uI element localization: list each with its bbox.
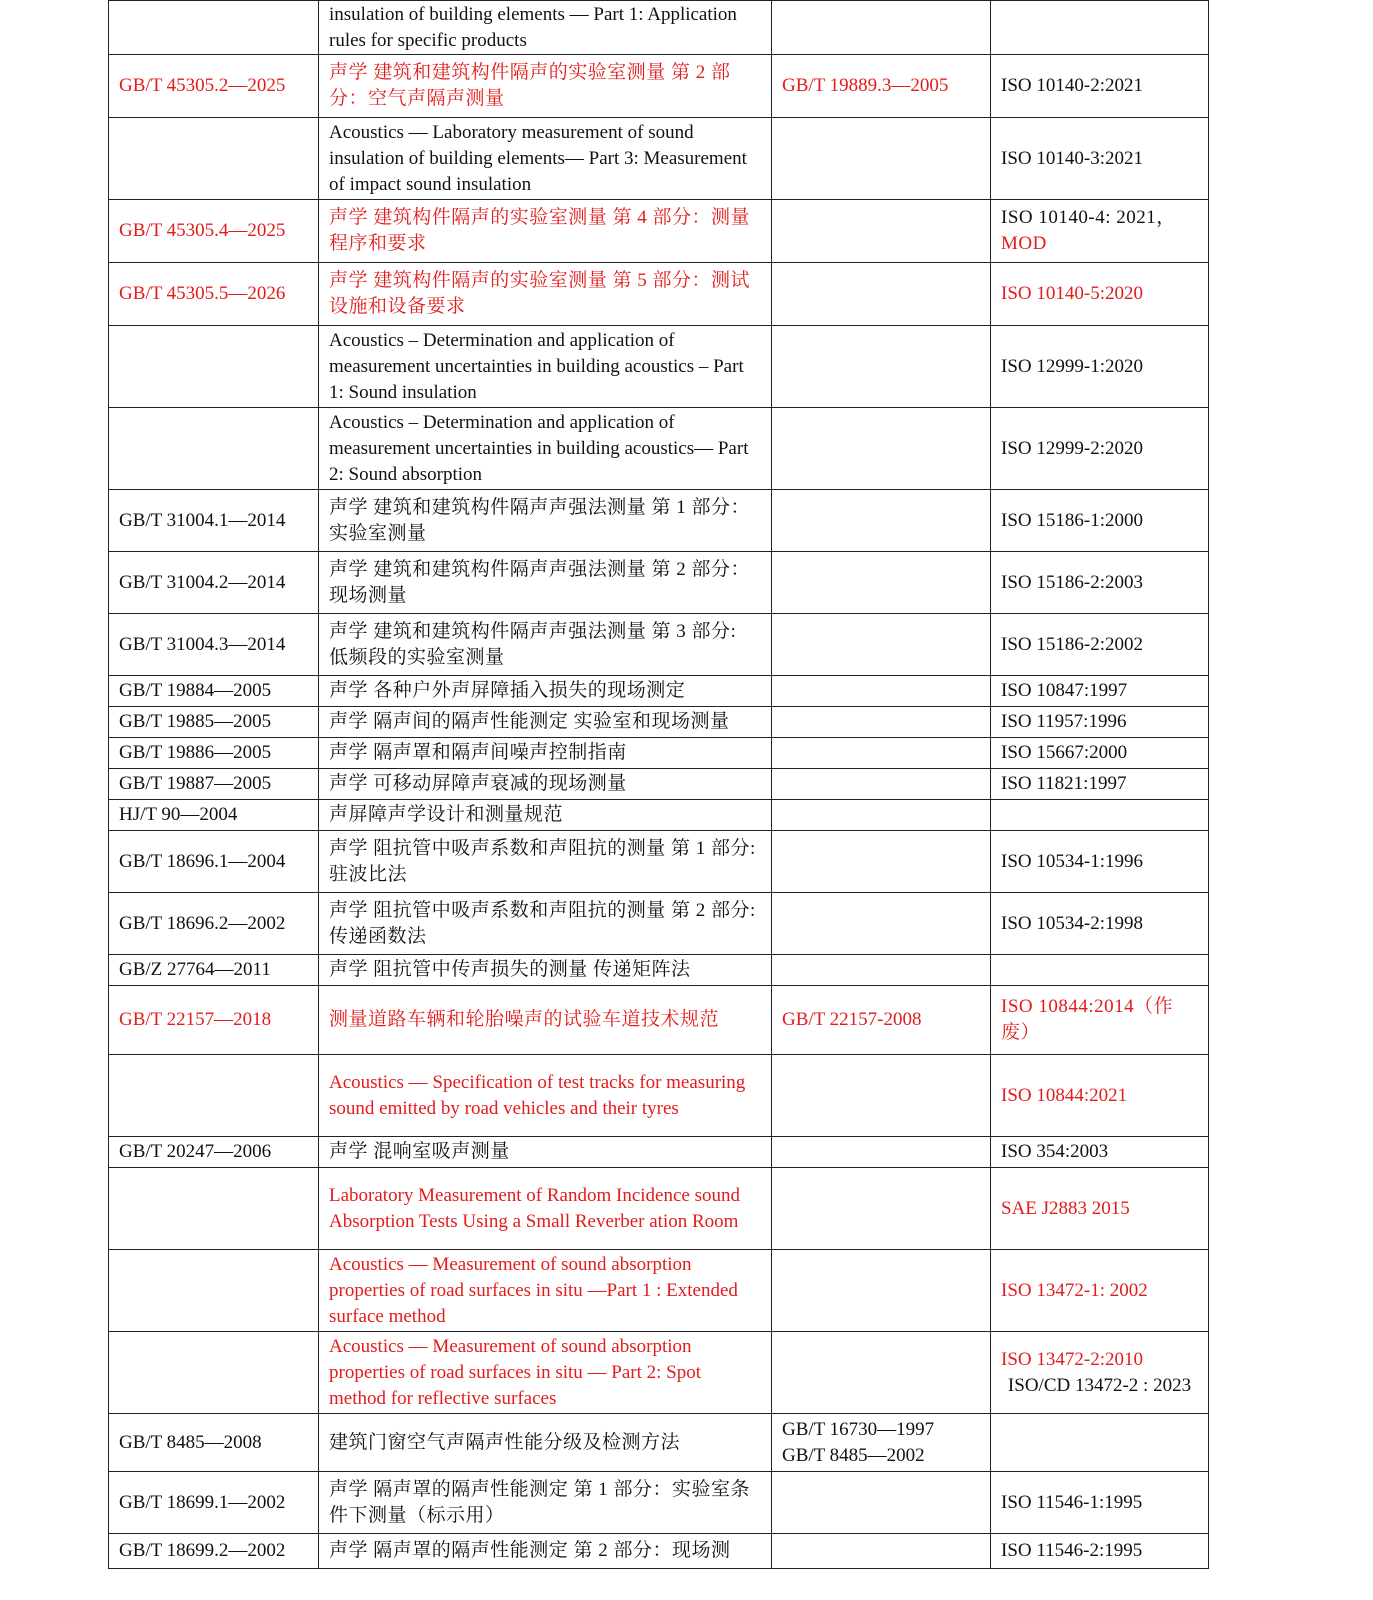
standard-number-cell — [109, 490, 319, 552]
standard-number-cell — [109, 1137, 319, 1168]
standard-number-cell — [109, 614, 319, 676]
standard-title-text: 声学 阻抗管中吸声系数和声阻抗的测量 第 1 部分:驻波比法 — [329, 837, 756, 885]
standard-title-cell — [319, 1332, 772, 1414]
iso-equivalent-cell — [991, 552, 1209, 614]
standard-title-text: 声学 混响室吸声测量 — [329, 1141, 510, 1162]
table-row — [109, 263, 1209, 326]
iso-equivalent-cell — [991, 1250, 1209, 1332]
iso-equivalent-cell — [991, 769, 1209, 800]
iso-equivalent-text: ISO 10140-3:2021 — [1001, 147, 1143, 169]
standard-number-cell — [109, 893, 319, 955]
standard-number-cell — [109, 955, 319, 986]
table-row — [109, 614, 1209, 676]
replaced-standard-cell — [772, 1055, 991, 1137]
standard-number-cell — [109, 552, 319, 614]
table-row — [109, 986, 1209, 1055]
standard-title-cell — [319, 614, 772, 676]
standard-title-text: insulation of building elements — Part 1: Application rules for specific products — [329, 3, 737, 51]
iso-equivalent-text: ISO 15186-2:2003 — [1001, 571, 1143, 593]
standard-title-text: 声学 隔声间的隔声性能测定 实验室和现场测量 — [329, 711, 730, 732]
standard-title-cell — [319, 490, 772, 552]
iso-equivalent-text: ISO 11821:1997 — [1001, 773, 1127, 794]
table-row — [109, 1250, 1209, 1332]
standard-number-text: GB/Z 27764—2011 — [119, 959, 271, 980]
iso-equivalent-text: ISO 13472-1: 2002 — [1001, 1279, 1148, 1301]
replaced-standard-cell — [772, 955, 991, 986]
standard-number-text: GB/T 22157—2018 — [119, 1009, 272, 1030]
table-row — [109, 955, 1209, 986]
replaced-standard-cell — [772, 707, 991, 738]
table-row — [109, 707, 1209, 738]
iso-equivalent-text-second: MOD — [1001, 233, 1047, 254]
replaced-standard-cell — [772, 408, 991, 490]
standard-number-text: GB/T 45305.5—2026 — [119, 283, 286, 304]
iso-equivalent-text: ISO 15667:2000 — [1001, 742, 1128, 763]
iso-equivalent-text: ISO 12999-2:2020 — [1001, 437, 1143, 459]
standard-title-cell — [319, 1055, 772, 1137]
table-row — [109, 326, 1209, 408]
standard-number-text: HJ/T 90—2004 — [119, 804, 238, 825]
replaced-standard-text-second: GB/T 8485—2002 — [782, 1444, 925, 1466]
iso-equivalent-cell — [991, 614, 1209, 676]
iso-equivalent-text: ISO 11957:1996 — [1001, 711, 1127, 732]
standard-title-text: 声学 建筑构件隔声的实验室测量 第 4 部分：测量程序和要求 — [329, 207, 751, 254]
iso-equivalent-text: ISO 12999-1:2020 — [1001, 355, 1143, 377]
table-row — [109, 1137, 1209, 1168]
iso-equivalent-cell — [991, 893, 1209, 955]
iso-equivalent-cell — [991, 408, 1209, 490]
replaced-standard-cell — [772, 1534, 991, 1569]
standard-number-cell — [109, 676, 319, 707]
table-row — [109, 118, 1209, 200]
standard-title-cell — [319, 326, 772, 408]
standard-title-cell — [319, 738, 772, 769]
standard-title-text: 声屏障声学设计和测量规范 — [329, 804, 564, 825]
standard-number-text: GB/T 45305.2—2025 — [119, 75, 286, 96]
standard-number-text: GB/T 45305.4—2025 — [119, 220, 286, 241]
standards-table — [108, 0, 1209, 1569]
standards-table-body — [109, 1, 1209, 1569]
replaced-standard-cell — [772, 738, 991, 769]
iso-equivalent-cell — [991, 200, 1209, 263]
standard-title-cell — [319, 986, 772, 1055]
standard-title-cell — [319, 769, 772, 800]
table-row — [109, 55, 1209, 118]
standard-title-text: 声学 建筑和建筑构件隔声的实验室测量 第 2 部分：空气声隔声测量 — [329, 62, 731, 109]
replaced-standard-cell — [772, 118, 991, 200]
replaced-standard-text: GB/T 19889.3—2005 — [782, 75, 949, 96]
iso-equivalent-text: ISO 10534-2:1998 — [1001, 912, 1143, 934]
standard-title-text: 声学 隔声罩和隔声间噪声控制指南 — [329, 742, 627, 763]
standard-title-cell — [319, 408, 772, 490]
iso-equivalent-cell — [991, 831, 1209, 893]
table-row — [109, 893, 1209, 955]
standard-number-text: GB/T 31004.3—2014 — [119, 633, 286, 655]
standard-title-text: 声学 阻抗管中传声损失的测量 传递矩阵法 — [329, 959, 691, 980]
standard-number-cell — [109, 1250, 319, 1332]
iso-equivalent-text: ISO 10847:1997 — [1001, 680, 1128, 701]
table-row — [109, 800, 1209, 831]
standard-title-text: 声学 建筑和建筑构件隔声声强法测量 第 2 部分：现场测量 — [329, 558, 751, 606]
iso-equivalent-cell — [991, 1332, 1209, 1414]
iso-equivalent-text: ISO 15186-1:2000 — [1001, 509, 1143, 531]
iso-equivalent-text: SAE J2883 2015 — [1001, 1197, 1130, 1219]
iso-equivalent-cell — [991, 707, 1209, 738]
standard-number-cell — [109, 1, 319, 55]
iso-equivalent-text: ISO 15186-2:2002 — [1001, 633, 1143, 655]
iso-equivalent-text: ISO 13472-2:2010 — [1001, 1348, 1143, 1370]
standard-title-text: Acoustics — Measurement of sound absorption properties of road surfaces in situ —Part 1 : Extended surface method — [329, 1253, 738, 1327]
standard-number-cell — [109, 55, 319, 118]
replaced-standard-cell — [772, 800, 991, 831]
standard-title-text: 声学 隔声罩的隔声性能测定 第 2 部分：现场测 — [329, 1540, 731, 1561]
standard-title-cell — [319, 118, 772, 200]
standard-title-cell — [319, 1250, 772, 1332]
standard-title-cell — [319, 1414, 772, 1472]
standard-title-cell — [319, 1534, 772, 1569]
standard-title-text: 声学 可移动屏障声衰减的现场测量 — [329, 773, 627, 794]
iso-equivalent-cell — [991, 490, 1209, 552]
standard-title-cell — [319, 200, 772, 263]
standard-title-cell — [319, 552, 772, 614]
standard-number-text: GB/T 19885—2005 — [119, 711, 272, 732]
replaced-standard-cell — [772, 490, 991, 552]
standard-number-text: GB/T 18699.2—2002 — [119, 1540, 286, 1561]
standard-number-cell — [109, 1534, 319, 1569]
iso-equivalent-text: ISO 10140-5:2020 — [1001, 283, 1143, 304]
table-row — [109, 738, 1209, 769]
standard-number-text: GB/T 31004.1—2014 — [119, 509, 286, 531]
replaced-standard-cell — [772, 1137, 991, 1168]
iso-equivalent-text: ISO 354:2003 — [1001, 1141, 1109, 1162]
replaced-standard-cell — [772, 1168, 991, 1250]
replaced-standard-cell — [772, 1250, 991, 1332]
standard-title-text: 声学 建筑构件隔声的实验室测量 第 5 部分：测试设施和设备要求 — [329, 270, 751, 317]
replaced-standard-cell — [772, 893, 991, 955]
standard-title-text: 测量道路车辆和轮胎噪声的试验车道技术规范 — [329, 1009, 720, 1030]
standard-title-text: Acoustics – Determination and application of measurement uncertainties in building acoustics— Part 2: Sound absorption — [329, 411, 749, 485]
replaced-standard-cell — [772, 1414, 991, 1472]
standard-title-cell — [319, 1, 772, 55]
standard-number-cell — [109, 1055, 319, 1137]
standard-number-cell — [109, 707, 319, 738]
standard-number-cell — [109, 769, 319, 800]
replaced-standard-text: GB/T 22157-2008 — [782, 1009, 922, 1030]
table-row — [109, 676, 1209, 707]
table-row — [109, 831, 1209, 893]
iso-equivalent-cell — [991, 263, 1209, 326]
standard-number-cell — [109, 738, 319, 769]
iso-equivalent-text: ISO 11546-2:1995 — [1001, 1540, 1143, 1561]
iso-equivalent-cell — [991, 1472, 1209, 1534]
standard-title-text: Acoustics — Specification of test tracks for measuring sound emitted by road vehicles and their tyres — [329, 1071, 746, 1119]
replaced-standard-cell — [772, 1472, 991, 1534]
iso-equivalent-text: ISO 10844:2014（作废） — [1001, 996, 1174, 1043]
replaced-standard-cell — [772, 614, 991, 676]
iso-equivalent-text-second: ISO/CD 13472-2 : 2023 — [1007, 1374, 1192, 1396]
iso-equivalent-cell — [991, 55, 1209, 118]
standard-number-cell — [109, 1472, 319, 1534]
standard-title-text: 声学 建筑和建筑构件隔声声强法测量 第 1 部分：实验室测量 — [329, 496, 751, 544]
replaced-standard-cell — [772, 263, 991, 326]
table-row — [109, 769, 1209, 800]
table-row — [109, 200, 1209, 263]
standard-title-cell — [319, 800, 772, 831]
standard-number-cell — [109, 326, 319, 408]
replaced-standard-cell — [772, 831, 991, 893]
standard-title-cell — [319, 955, 772, 986]
table-row — [109, 490, 1209, 552]
standard-number-cell — [109, 118, 319, 200]
standard-title-text: Laboratory Measurement of Random Incidence sound Absorption Tests Using a Small Reverber ation Room — [329, 1184, 741, 1232]
standard-number-text: GB/T 18696.1—2004 — [119, 850, 286, 872]
iso-equivalent-cell — [991, 1055, 1209, 1137]
standard-title-text: 声学 建筑和建筑构件隔声声强法测量 第 3 部分: 低频段的实验室测量 — [329, 620, 737, 668]
iso-equivalent-cell — [991, 676, 1209, 707]
table-row — [109, 1472, 1209, 1534]
standard-title-cell — [319, 676, 772, 707]
iso-equivalent-cell — [991, 118, 1209, 200]
replaced-standard-cell — [772, 55, 991, 118]
replaced-standard-cell — [772, 326, 991, 408]
standard-number-cell — [109, 831, 319, 893]
standard-number-text: GB/T 8485—2008 — [119, 1431, 262, 1453]
iso-equivalent-text: ISO 11546-1:1995 — [1001, 1491, 1143, 1513]
iso-equivalent-cell — [991, 1137, 1209, 1168]
standard-title-cell — [319, 1137, 772, 1168]
standard-title-cell — [319, 263, 772, 326]
table-row — [109, 1332, 1209, 1414]
standard-title-cell — [319, 831, 772, 893]
replaced-standard-cell — [772, 986, 991, 1055]
replaced-standard-cell — [772, 552, 991, 614]
iso-equivalent-text: ISO 10140-2:2021 — [1001, 75, 1143, 96]
replaced-standard-text: GB/T 16730—1997 — [782, 1418, 935, 1440]
standard-number-cell — [109, 986, 319, 1055]
standard-title-text: 声学 阻抗管中吸声系数和声阻抗的测量 第 2 部分:传递函数法 — [329, 899, 756, 947]
iso-equivalent-cell — [991, 1168, 1209, 1250]
standard-number-text: GB/T 19886—2005 — [119, 742, 272, 763]
standard-number-text: GB/T 31004.2—2014 — [119, 571, 286, 593]
standard-title-text: 声学 各种户外声屏障插入损失的现场测定 — [329, 680, 686, 701]
iso-equivalent-cell — [991, 955, 1209, 986]
iso-equivalent-text: ISO 10140-4: 2021， — [1001, 207, 1176, 228]
iso-equivalent-cell — [991, 1, 1209, 55]
standard-title-cell — [319, 55, 772, 118]
standard-number-text: GB/T 19884—2005 — [119, 680, 272, 701]
table-row — [109, 1055, 1209, 1137]
table-row — [109, 1, 1209, 55]
standard-number-cell — [109, 1168, 319, 1250]
replaced-standard-cell — [772, 1, 991, 55]
table-row — [109, 1414, 1209, 1472]
replaced-standard-cell — [772, 769, 991, 800]
standard-number-text: GB/T 20247—2006 — [119, 1141, 272, 1162]
standard-number-text: GB/T 18699.1—2002 — [119, 1491, 286, 1513]
standard-title-text: 建筑门窗空气声隔声性能分级及检测方法 — [329, 1431, 681, 1453]
standard-number-cell — [109, 800, 319, 831]
standard-title-text: Acoustics — Measurement of sound absorption properties of road surfaces in situ — Part 2: Spot method for reflective surfaces — [329, 1335, 702, 1409]
standard-number-text: GB/T 18696.2—2002 — [119, 912, 286, 934]
table-row — [109, 408, 1209, 490]
replaced-standard-cell — [772, 1332, 991, 1414]
standard-title-text: Acoustics — Laboratory measurement of sound insulation of building elements— Part 3: Measurement of impact sound insulation — [329, 121, 747, 195]
standard-number-cell — [109, 1414, 319, 1472]
standard-title-text: Acoustics – Determination and application of measurement uncertainties in building acoustics – Part 1: Sound insulation — [329, 329, 744, 403]
standard-number-cell — [109, 200, 319, 263]
table-row — [109, 1168, 1209, 1250]
replaced-standard-cell — [772, 200, 991, 263]
standard-title-cell — [319, 1472, 772, 1534]
iso-equivalent-cell — [991, 1414, 1209, 1472]
standard-title-cell — [319, 1168, 772, 1250]
table-row — [109, 1534, 1209, 1569]
iso-equivalent-cell — [991, 986, 1209, 1055]
replaced-standard-cell — [772, 676, 991, 707]
iso-equivalent-cell — [991, 326, 1209, 408]
table-row — [109, 552, 1209, 614]
standard-number-text: GB/T 19887—2005 — [119, 773, 272, 794]
iso-equivalent-text: ISO 10844:2021 — [1001, 1084, 1128, 1106]
standard-title-cell — [319, 707, 772, 738]
iso-equivalent-cell — [991, 738, 1209, 769]
standard-number-cell — [109, 263, 319, 326]
standard-title-text: 声学 隔声罩的隔声性能测定 第 1 部分：实验室条件下测量（标示用） — [329, 1478, 751, 1526]
standard-number-cell — [109, 1332, 319, 1414]
iso-equivalent-cell — [991, 1534, 1209, 1569]
iso-equivalent-cell — [991, 800, 1209, 831]
standard-title-cell — [319, 893, 772, 955]
iso-equivalent-text: ISO 10534-1:1996 — [1001, 850, 1143, 872]
standard-number-cell — [109, 408, 319, 490]
